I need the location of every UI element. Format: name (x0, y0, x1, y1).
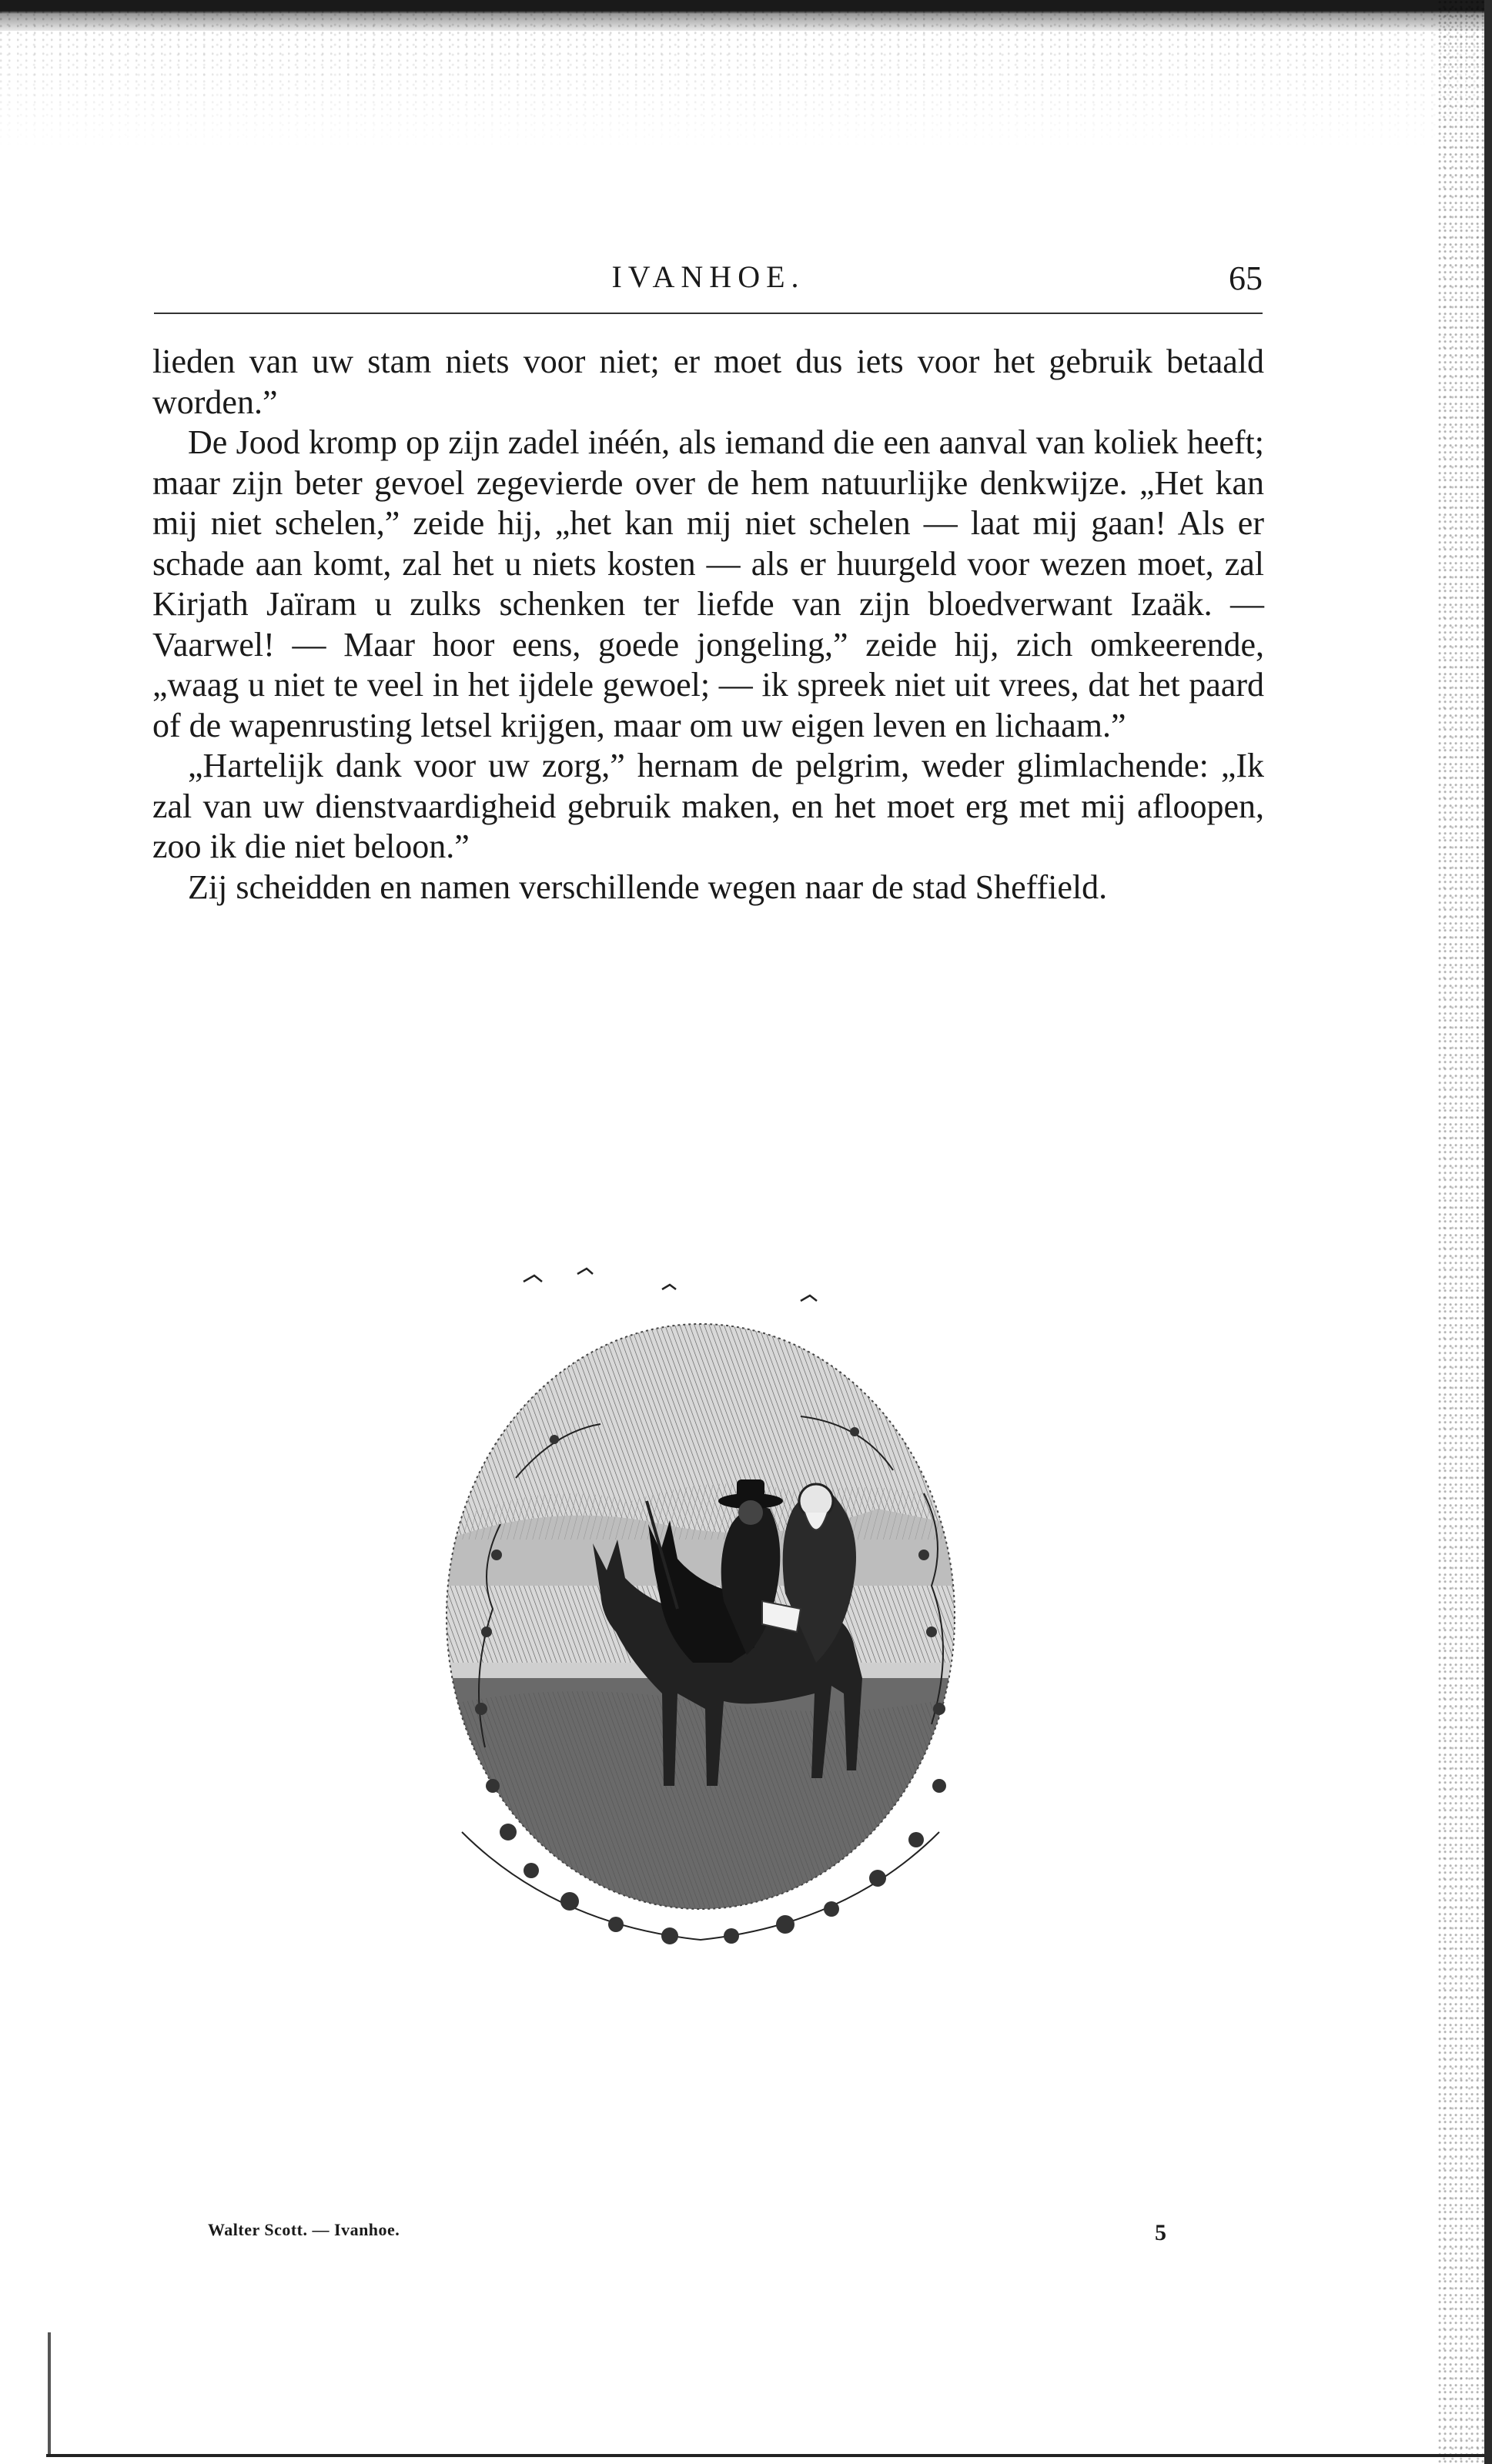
header-rule (154, 313, 1263, 314)
scan-edge-bottom (46, 2454, 1484, 2457)
paragraph-3: „Hartelijk dank voor uw zorg,” hernam de pelgrim, weder glimlachende: „Ik zal van uw dienstvaardigheid gebruik maken, en het moet erg met mij afloopen, zoo ik die niet beloon.” (152, 747, 1264, 865)
paragraph-4: Zij scheidden en namen verschillende wegen naar de stad Sheffield. (188, 868, 1108, 906)
running-title: IVANHOE. (611, 259, 805, 294)
body-text (152, 342, 1264, 908)
running-head (154, 259, 1263, 305)
footer-author-title: Walter Scott. — Ivanhoe. (208, 2220, 400, 2239)
scan-noise-top (0, 11, 1492, 149)
scan-edge-right (1484, 0, 1492, 2464)
paragraph-2: De Jood kromp op zijn zadel inéén, als iemand die een aanval van koliek heeft; maar zijn beter gevoel zegevierde over de hem natuurlijke denkwijze. „Het kan mij niet schelen,” zeide hij, „het kan mij niet schelen — laat mij gaan! Als er schade aan komt, zal het u niets kosten — als er huurgeld voor wezen moet, zal Kirjath Jaïram u zulks schenken ter liefde van zijn bloedverwant Izaäk. — Vaarwel! — Maar hoor eens, goede jongeling,” zeide hij, zich omkeerende, „waag u niet te veel in het ijdele gewoel; — ik spreek niet uit vrees, dat het paard of de wapenrusting letsel krijgen, maar om uw eigen leven en lichaam.” (152, 423, 1264, 744)
signature-mark: 5 (1155, 2220, 1166, 2245)
paragraph-1: lieden van uw stam niets voor niet; er moet dus iets voor het gebruik betaald worden.” (152, 343, 1264, 421)
engraving-illustration (400, 1247, 1001, 1978)
engraving-two-riders-on-donkeys-icon (400, 1247, 1001, 1978)
birds (524, 1269, 817, 1301)
scan-edge-left (48, 2332, 51, 2456)
page-number: 65 (1229, 259, 1263, 297)
